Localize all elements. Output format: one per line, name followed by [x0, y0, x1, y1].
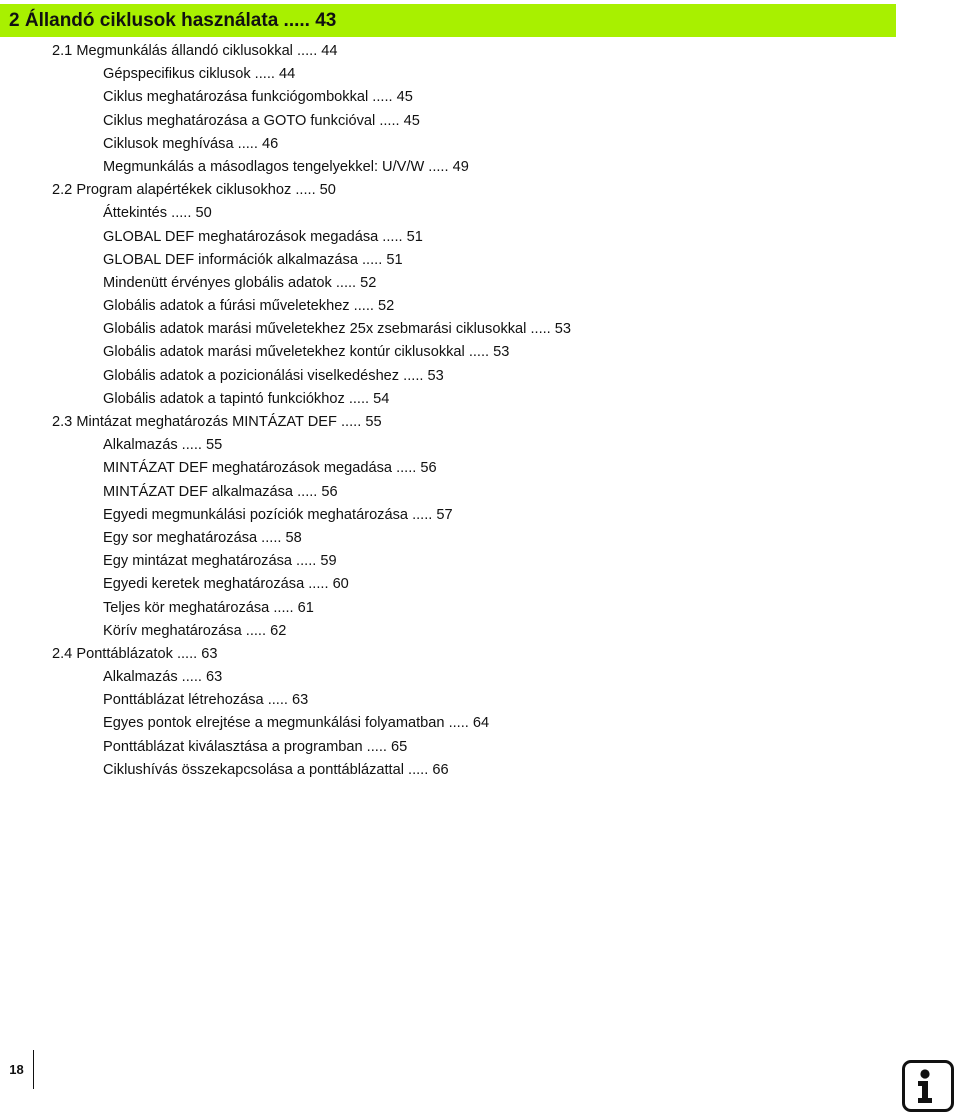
toc-section-entry[interactable]: 2.2 Program alapértékek ciklusokhoz ..... 50	[52, 182, 336, 199]
toc-subsection-entry[interactable]: Ciklus meghatározása funkciógombokkal ..... 45	[103, 89, 413, 106]
toc-subsection-entry[interactable]: Egyedi keretek meghatározása ..... 60	[103, 576, 349, 593]
toc-subsection-entry[interactable]: Egyedi megmunkálási pozíciók meghatározása ..... 57	[103, 506, 453, 523]
chapter-heading	[0, 4, 896, 37]
toc-subsection-entry[interactable]: Mindenütt érvényes globális adatok ..... 52	[103, 274, 377, 291]
toc-subsection-entry[interactable]: Globális adatok marási műveletekhez kontúr ciklusokkal ..... 53	[103, 344, 510, 361]
toc-subsection-entry[interactable]: Globális adatok a pozicionálási viselkedéshez ..... 53	[103, 367, 444, 384]
toc-subsection-entry[interactable]: Egy mintázat meghatározása ..... 59	[103, 553, 337, 570]
toc-section-entry[interactable]: 2.4 Ponttáblázatok ..... 63	[52, 645, 218, 662]
toc-section-entry[interactable]: 2.3 Mintázat meghatározás MINTÁZAT DEF ..... 55	[52, 414, 382, 430]
toc-subsection-entry[interactable]: MINTÁZAT DEF alkalmazása ..... 56	[103, 483, 338, 500]
toc-subsection-entry[interactable]: GLOBAL DEF információk alkalmazása ..... 51	[103, 251, 403, 268]
toc-subsection-entry[interactable]: Globális adatok a fúrási műveletekhez ..... 52	[103, 298, 395, 315]
table-of-contents	[0, 40, 940, 782]
toc-subsection-entry[interactable]: Ciklusok meghívása ..... 46	[103, 135, 279, 152]
info-icon	[902, 1060, 954, 1112]
toc-subsection-entry[interactable]: Ponttáblázat kiválasztása a programban ..... 65	[103, 738, 408, 755]
toc-subsection-entry[interactable]: Globális adatok marási műveletekhez 25x zsebmarási ciklusokkal ..... 53	[103, 321, 572, 338]
toc-subsection-entry[interactable]: Ponttáblázat létrehozása ..... 63	[103, 692, 309, 709]
toc-subsection-entry[interactable]: Globális adatok a tapintó funkciókhoz ..... 54	[103, 390, 390, 407]
toc-subsection-entry[interactable]: Alkalmazás ..... 63	[103, 669, 223, 686]
chapter-title: 2 Állandó ciklusok használata ..... 43	[9, 10, 337, 31]
toc-subsection-entry[interactable]: Áttekintés ..... 50	[103, 205, 212, 222]
toc-subsection-entry[interactable]: Körív meghatározása ..... 62	[103, 622, 287, 639]
toc-subsection-entry[interactable]: MINTÁZAT DEF meghatározások megadása ..... 56	[103, 460, 437, 477]
toc-subsection-entry[interactable]: GLOBAL DEF meghatározások megadása ..... 51	[103, 228, 423, 245]
toc-subsection-entry[interactable]: Ciklus meghatározása a GOTO funkcióval ..... 45	[103, 112, 420, 129]
toc-subsection-entry[interactable]: Ciklushívás összekapcsolása a ponttáblázattal ..... 66	[103, 761, 449, 778]
toc-subsection-entry[interactable]: Teljes kör meghatározása ..... 61	[103, 599, 314, 616]
page-number: 18	[0, 1050, 34, 1089]
toc-subsection-entry[interactable]: Egyes pontok elrejtése a megmunkálási folyamatban ..... 64	[103, 715, 490, 732]
toc-subsection-entry[interactable]: Alkalmazás ..... 55	[103, 437, 223, 454]
toc-section-entry[interactable]: 2.1 Megmunkálás állandó ciklusokkal ..... 44	[52, 43, 338, 59]
toc-subsection-entry[interactable]: Gépspecifikus ciklusok ..... 44	[103, 66, 296, 83]
toc-subsection-entry[interactable]: Megmunkálás a másodlagos tengelyekkel: U/V/W ..... 49	[103, 158, 469, 175]
toc-subsection-entry[interactable]: Egy sor meghatározása ..... 58	[103, 529, 302, 546]
